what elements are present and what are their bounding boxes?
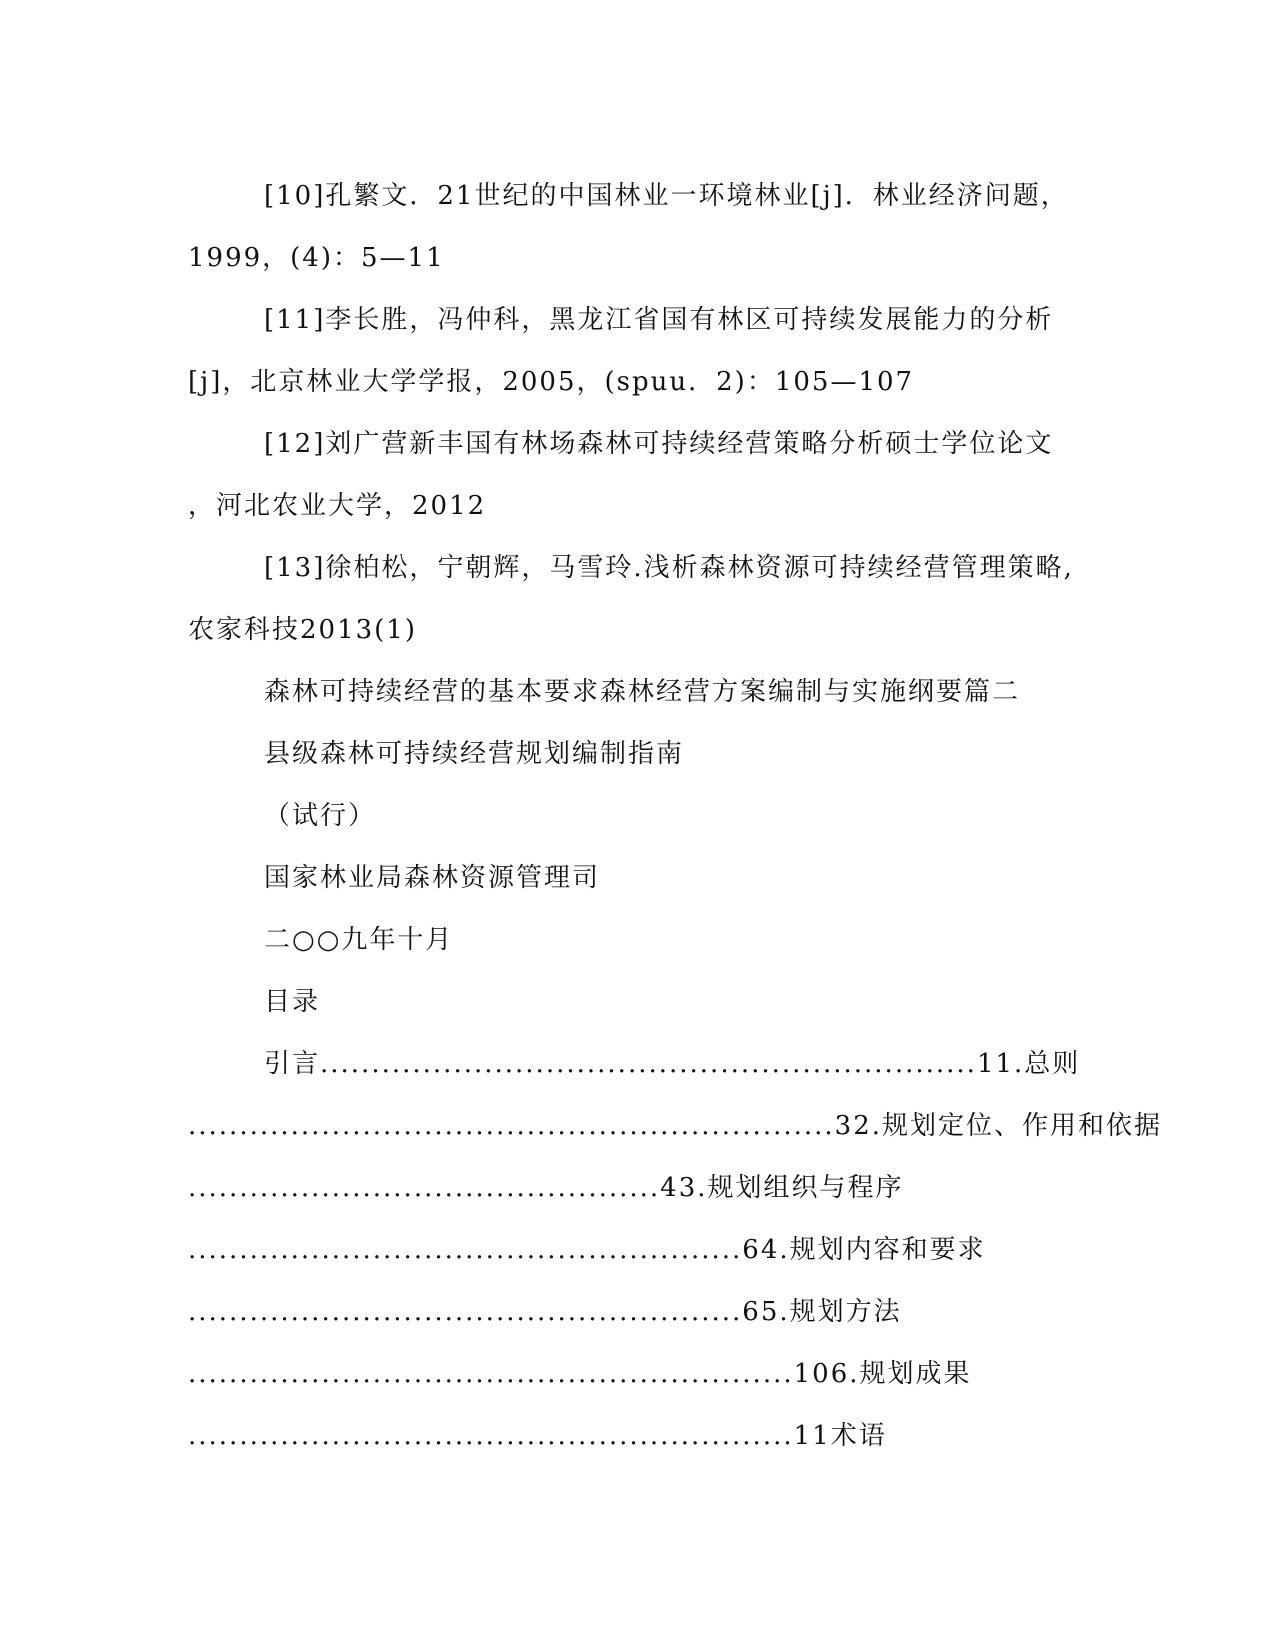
toc-line: ......................................................65.规划方法	[188, 1297, 902, 1327]
reference-11-line1: [11]李长胜，冯仲科，黑龙江省国有林区可持续发展能力的分析	[264, 305, 1054, 335]
document-body	[188, 165, 1163, 1467]
reference-13-line1: [13]徐柏松，宁朝辉，马雪玲.浅析森林资源可持续经营管理策略,	[264, 553, 1074, 583]
toc-line: ...........................................................106.规划成果	[188, 1359, 972, 1389]
toc-line: ...........................................................11术语	[188, 1421, 887, 1451]
toc-title: 目录	[264, 987, 321, 1017]
guide-title: 县级森林可持续经营规划编制指南	[264, 739, 685, 769]
toc-line: ..............................................43.规划组织与程序	[188, 1173, 904, 1203]
reference-10-line2: 1999，(4)：5—11	[188, 243, 445, 273]
section-heading: 森林可持续经营的基本要求森林经营方案编制与实施纲要篇二	[264, 677, 1021, 707]
reference-12-line1: [12]刘广营新丰国有林场森林可持续经营策略分析硕士学位论文	[264, 429, 1054, 459]
reference-12-line2: ，河北农业大学，2012	[188, 491, 487, 521]
toc-line: ...............................................................32.规划定位、作用和依据	[188, 1111, 1163, 1141]
toc-line: ......................................................64.规划内容和要求	[188, 1235, 986, 1265]
reference-10-line1: [10]孔繁文．21世纪的中国林业一环境林业[j]．林业经济问题，	[264, 181, 1069, 211]
reference-13-line2: 农家科技2013(1)	[188, 615, 417, 645]
document-date: 二○○九年十月	[264, 925, 454, 955]
reference-11-line2: [j]，北京林业大学学报，2005，(spuu．2)：105—107	[188, 367, 915, 397]
guide-subtitle: （试行）	[264, 801, 377, 831]
issuer: 国家林业局森林资源管理司	[264, 863, 601, 893]
toc-line: 引言................................................................11.总则	[264, 1049, 1081, 1079]
